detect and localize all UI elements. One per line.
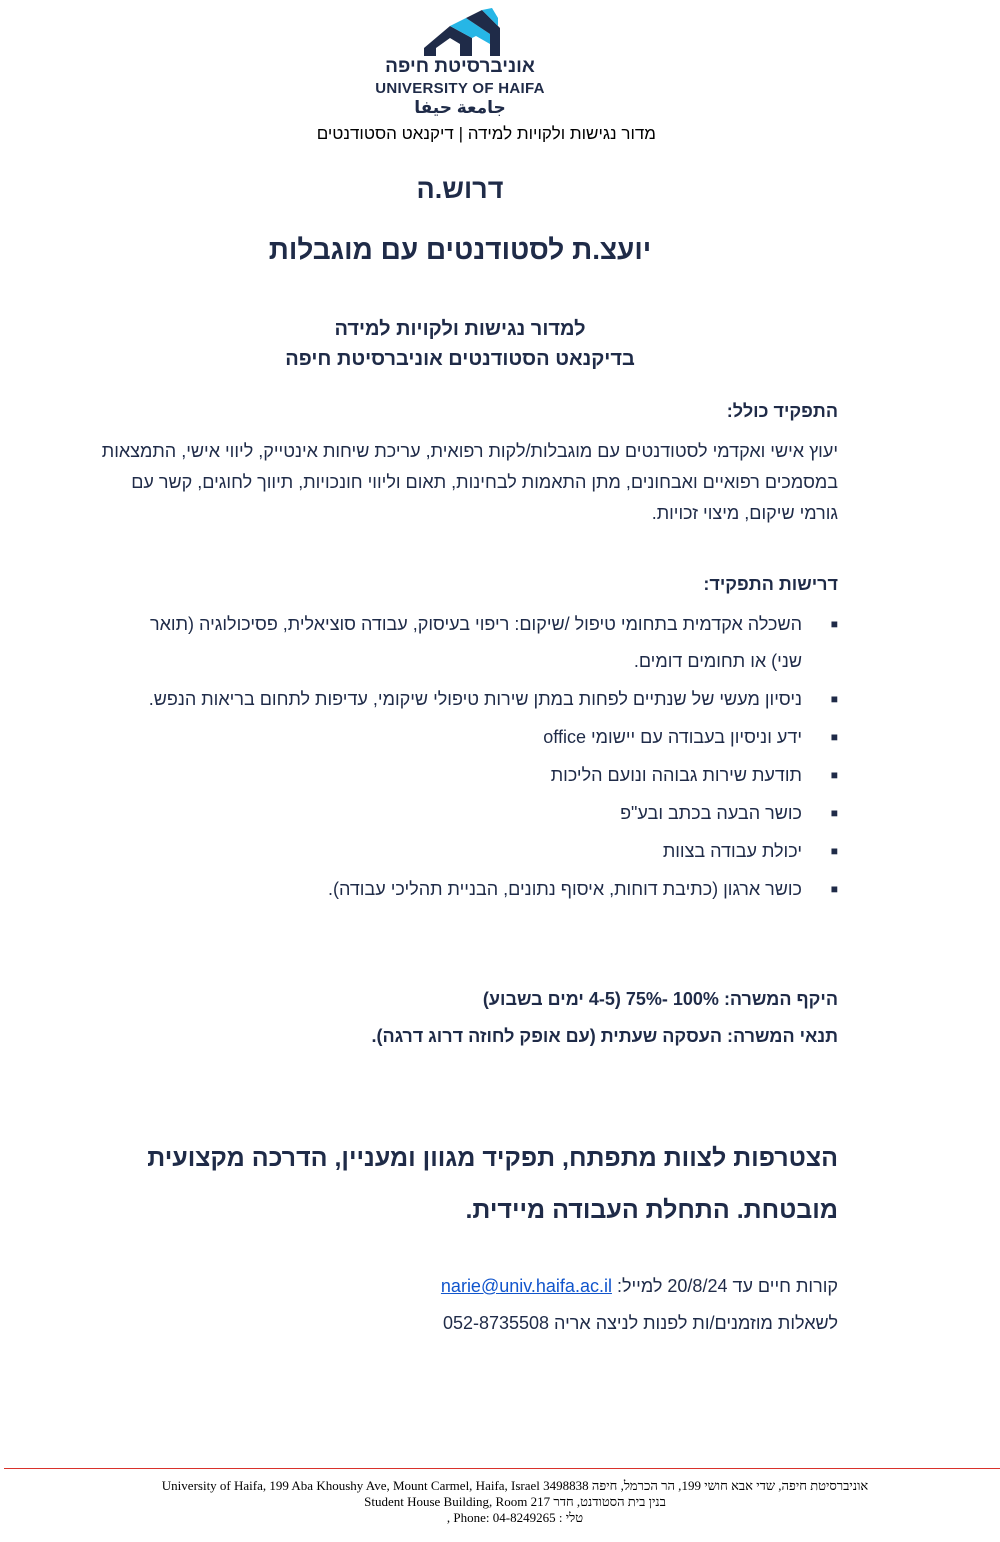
requirements-list: [128, 606, 838, 909]
cv-contact-line: [441, 1276, 838, 1297]
role-heading: התפקיד כולל:: [726, 401, 838, 421]
university-name-hebrew: אוניברסיטת חיפה: [385, 56, 535, 77]
subtitle-line-2: בדיקנאט הסטודנטים אוניברסיטת חיפה: [285, 348, 635, 370]
list-item: ■ יכולת עבודה בצוות: [128, 833, 838, 870]
bullet-icon: ■: [830, 844, 838, 858]
job-scope: היקף המשרה: 100% -75% (4-5 ימים בשבוע): [482, 989, 838, 1009]
list-item: ■ כושר הבעה בכתב ובע"פ: [128, 795, 838, 832]
bullet-icon: ■: [830, 730, 838, 744]
department-line: מדור נגישות ולקויות למידה | דיקנאט הסטודנטים: [316, 124, 656, 143]
email-link[interactable]: narie@univ.haifa.ac.il: [440, 1276, 612, 1296]
questions-line: לשאלות מוזמנים/ות לפנות לניצה אריה 052-8735508: [442, 1313, 838, 1333]
role-description: יעוץ אישי ואקדמי לסטודנטים עם מוגבלות/לקות רפואית, עריכת שיחות אינטייק, ליווי אישי, התמצאות במסמכים רפואיים ואבחונים, מתן התאמות לבחינות, תאום וליווי חונכויות, תיווך לחוגים, קשר עם גורמי שיקום, מיצוי זכויות.: [101, 441, 838, 523]
position-title: יועצ.ת לסטודנטים עם מוגבלות: [268, 234, 652, 265]
bullet-icon: ■: [830, 617, 838, 631]
job-conditions: תנאי המשרה: העסקה שעתית (עם אופק לחוזה דרוג דרגה).: [371, 1026, 838, 1046]
list-item: ■ ניסיון מעשי של שנתיים לפחות במתן שירות טיפולי שיקומי, עדיפות לתחום בריאות הנפש.: [128, 681, 838, 718]
bullet-icon: ■: [830, 806, 838, 820]
university-name-english: UNIVERSITY OF HAIFA: [375, 80, 545, 97]
list-item: ■ כושר ארגון (כתיבת דוחות, איסוף נתונים, הבניית תהליכי עבודה).: [128, 871, 838, 908]
list-item: ■ ידע וניסיון בעבודה עם יישומי office: [128, 719, 838, 756]
footer-building: Student House Building, Room 217 בנין בית הסטודנט, חדר: [364, 1494, 666, 1509]
list-item: ■ תודעת שירות גבוהה ונועם הליכות: [128, 757, 838, 794]
department-subtitle: [0, 314, 920, 374]
university-name-arabic: جامعة حيفا: [414, 98, 506, 117]
subtitle-line-1: למדור נגישות ולקויות למידה: [334, 318, 586, 340]
bullet-icon: ■: [830, 692, 838, 706]
bullet-icon: ■: [830, 882, 838, 896]
wanted-title: דרוש.ה: [416, 174, 504, 204]
requirements-heading: דרישות התפקיד:: [703, 574, 838, 594]
bullet-icon: ■: [830, 768, 838, 782]
cv-deadline-text: קורות חיים עד 20/8/24 למייל:: [616, 1276, 838, 1296]
list-item: ■ השכלה אקדמית בתחומי טיפול /שיקום: ריפוי בעיסוק, עבודה סוציאלית, פסיכולוגיה (תואר שני) או תחומים דומים.: [128, 606, 838, 680]
footer: [0, 1478, 1000, 1526]
footer-phone: , Phone: 04-8249265 : טלי: [446, 1510, 584, 1525]
university-roof-logo-icon: [420, 8, 580, 60]
pitch-text: הצטרפות לצוות מתפתח, תפקיד מגוון ומעניין, הדרכה מקצועית מובטחת. התחלת העבודה מיידית.: [147, 1144, 838, 1224]
footer-divider: [4, 1468, 1000, 1469]
footer-address: University of Haifa, 199 Aba Khoushy Ave, Mount Carmel, Haifa, Israel 3498838 אוניברסיטת חיפה, שדי אבא חושי 199, הר הכרמל, חיפה: [161, 1478, 869, 1493]
